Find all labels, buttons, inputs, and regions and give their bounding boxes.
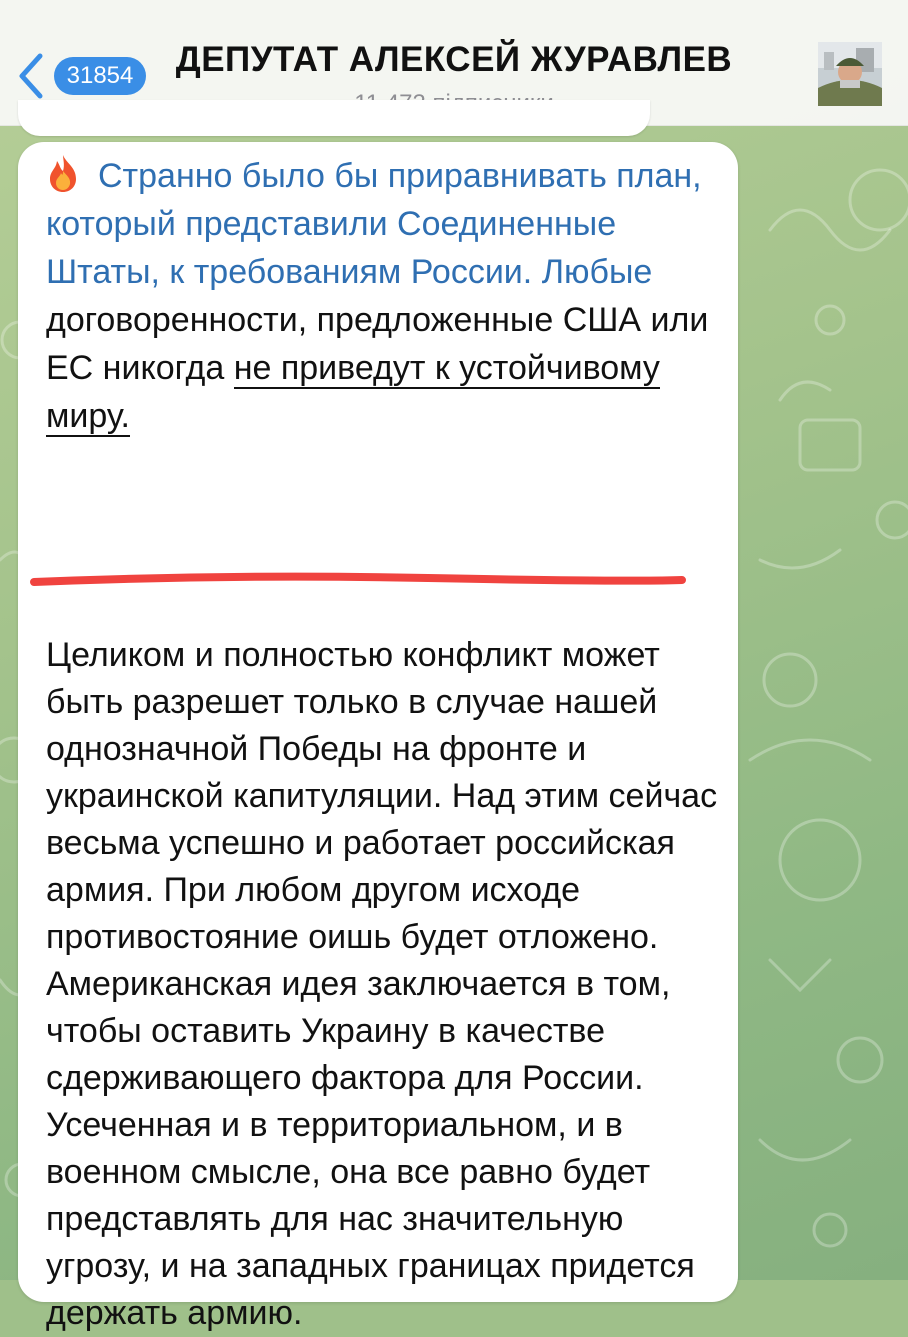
red-annotation-stroke — [28, 570, 688, 596]
message-bubble[interactable] — [18, 142, 738, 1332]
message-paragraph: Целиком и полностью конфликт может быть разрешет только в случае нашей однозначной Победы на фронте и украинской капитуляции. Над этим сейчас весьма успешно и работает российская армия. При любом другом исходе противостояние оишь будет отложено. Американская идея заключается в том, чтобы оставить Украину в качестве сдерживающего фактора для России. Усеченная и в территориальном, и в военном смысле, она все равно будет представлять для нас значительную угрозу, и на западных границах придется держать армию. — [46, 636, 718, 1332]
chevron-left-icon — [14, 50, 48, 102]
message-link-text[interactable]: Странно было бы приравнивать план, который представили Соединенные Штаты, к требованиям России. Любые — [46, 157, 702, 291]
previous-message-bubble — [18, 100, 650, 136]
fire-icon — [46, 153, 80, 193]
message-lead — [46, 152, 726, 440]
message-lead-text: договоренности, предложенные США или ЕС никогда — [46, 301, 709, 387]
avatar-image — [818, 42, 882, 106]
channel-title: ДЕПУТАТ АЛЕКСЕЙ ЖУРАВЛЕВ — [175, 40, 733, 79]
channel-avatar[interactable] — [818, 42, 882, 106]
underlined-phrase: не приведут к устойчивому миру. — [46, 349, 660, 435]
back-button[interactable] — [14, 44, 164, 108]
unread-count-badge: 31854 — [54, 57, 146, 95]
